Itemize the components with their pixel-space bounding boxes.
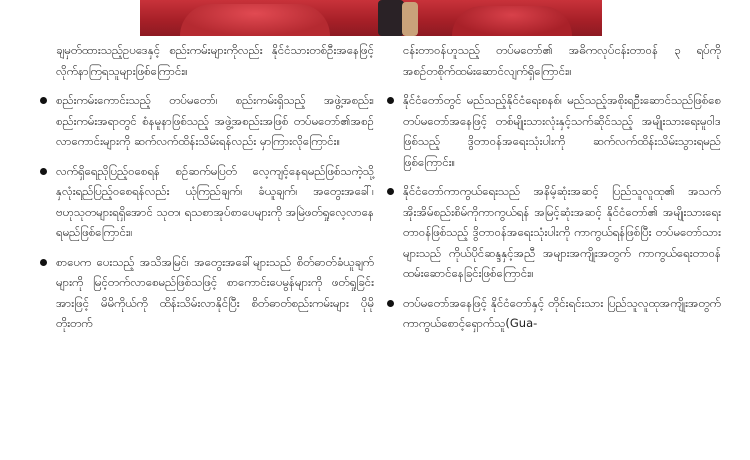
photo-chair-left xyxy=(180,4,330,36)
bullet-item: လက်ရှိရေညိုပြည့်ဝစေရန် စဉ်ဆက်မပြတ် လေ့ကျင့်နေရမည်ဖြစ်သကဲ့သို့ နှလုံးရည်ပြည့်ဝစေရန်လည်း ယုံကြည်ချက်၊ ခံယူချက်၊ အတွေးအခေါ်၊ ဗဟုသုတများရရှိအောင် သုတ၊ ရသစာအုပ်စာပေများကို အမြဲဖတ်ရှုလေ့လာနေရမည်ဖြစ်ကြောင်း။ xyxy=(56,161,374,243)
photo-person-light xyxy=(402,2,418,36)
paragraph-continued: ငန်းတာဝန်ဟူသည့် တပ်မတော်၏ အဓိကလုပ်ငန်းတာဝန် ၃ ရပ်ကို အစဉ်တစိုက်ထမ်းဆောင်လျက်ရှိကြောင်း။ xyxy=(403,43,721,78)
photo-person-dark xyxy=(378,0,404,36)
news-photo xyxy=(140,0,602,36)
paragraph-continued: ချမှတ်ထားသည့်ဥပဒေနှင့် စည်းကမ်းများကိုလည်း နိုင်ငံသားတစ်ဦးအနေဖြင့် လိုက်နာကြရသူများဖြစ်ကြောင်း။ xyxy=(56,43,374,78)
bullet-item: တပ်မတော်အနေဖြင့် နိုင်ငံတော်နှင့် တိုင်းရင်းသား ပြည်သူလူထုအကျိုးအတွက် ကာကွယ်စောင့်ရှောက်သူ(Gua- xyxy=(403,293,721,334)
left-column xyxy=(56,40,374,343)
bullet-item: နိုင်ငံတော်တွင် မည်သည့်နိုင်ငံရေးစနစ်၊ မည်သည့်အစိုးရဦးဆောင်သည်ဖြစ်စေ တပ်မတော်အနေဖြင့် တစ်မျိုးသားလုံးနှင့်သက်ဆိုင်သည့် အမျိုးသားရေးမူဝါဒဖြစ်သည့် ဒွိတာဝန်အရေးသုံးပါးကို ဆက်လက်ထိန်းသိမ်းသွားရမည်ဖြစ်ကြောင်း။ xyxy=(403,90,721,172)
photo-chair-right xyxy=(452,6,572,36)
bullet-item: စာပေက ပေးသည့် အသိအမြင်၊ အတွေးအခေါ်များသည် စိတ်ဓာတ်ခံယူချက်များကို မြင့်တက်လာစေမည်ဖြစ်သဖြင့် စာကောင်းပေမွန်များကို ဖတ်ရှုခြင်းအားဖြင့် မိမိကိုယ်ကို ထိန်းသိမ်းလာနိုင်ပြီး စိတ်ဓာတ်စည်းကမ်းများ ပိုမိုတိုးတက် xyxy=(56,252,374,334)
bullet-item: စည်းကမ်းကောင်းသည့် တပ်မတော်၊ စည်းကမ်းရှိသည့် အဖွဲ့အစည်း၊ စည်းကမ်းအရာတွင် စံနမူနာဖြစ်သည့် အဖွဲ့အစည်းအဖြစ် တပ်မတော်၏အစဉ်လာကောင်းများကို ဆက်လက်ထိန်းသိမ်းရန်လည်း မှာကြားလိုကြောင်း။ xyxy=(56,90,374,152)
right-column xyxy=(403,40,721,343)
bullet-item: နိုင်ငံတော်ကာကွယ်ရေးသည် အနိမ့်ဆုံးအဆင့် ပြည်သူလူထု၏ အသက်အိုးအိမ်စည်းစိမ်ကိုကာကွယ်ရန် အမြင့်ဆုံးအဆင့် နိုင်ငံတော်၏ အမျိုးသားရေးတာဝန်ဖြစ်သည့် ဒွိတာဝန်အရေးသုံးပါးကို ကာကွယ်ရန်ဖြစ်ပြီး တပ်မတော်သားများသည် ကိုယ်ပိုင်ဆန္ဒနှင့်အညီ အများအကျိုးအတွက် ကာကွယ်ရေးတာဝန်ထမ်းဆောင်နေခြင်းဖြစ်ကြောင်း။ xyxy=(403,181,721,284)
